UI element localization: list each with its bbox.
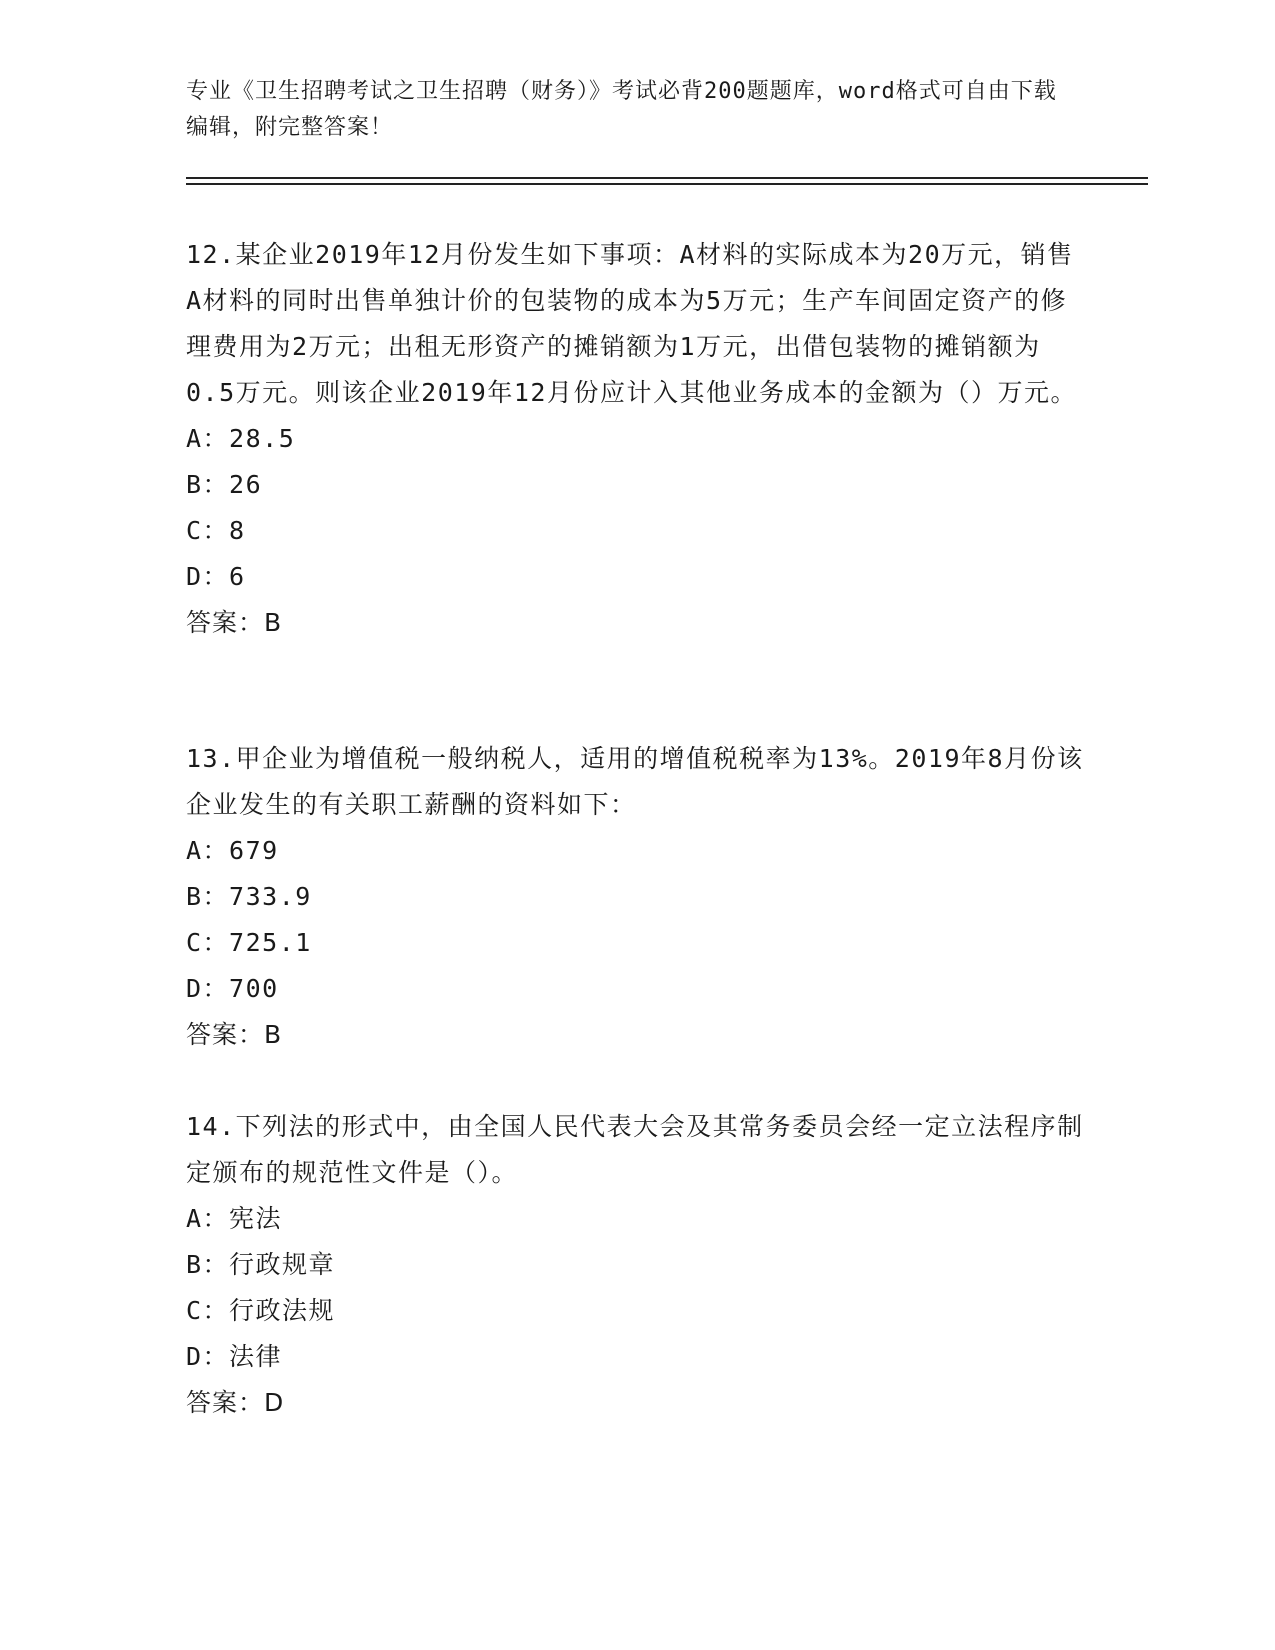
answer-line: 答案：B (186, 608, 283, 637)
option-c: C：8 (186, 516, 246, 545)
option-a: A：28.5 (186, 424, 296, 453)
answer-line: 答案：D (186, 1388, 285, 1417)
question-stem: 13.甲企业为增值税一般纳税人，适用的增值税税率为13%。2019年8月份该企业发生的有关职工薪酬的资料如下： (186, 744, 1084, 819)
question-13 (186, 736, 1086, 1058)
option-d: D：法律 (186, 1342, 283, 1371)
option-b: B：26 (186, 470, 263, 499)
document-header: 专业《卫生招聘考试之卫生招聘（财务）》考试必背200题题库，word格式可自由下载编辑，附完整答案！ (186, 79, 1057, 140)
header-divider-top (186, 177, 1148, 179)
option-b: B：733.9 (186, 882, 312, 911)
question-stem: 14.下列法的形式中，由全国人民代表大会及其常务委员会经一定立法程序制定颁布的规范性文件是（）。 (186, 1112, 1084, 1187)
option-a: A：679 (186, 836, 279, 865)
question-14 (186, 1104, 1086, 1426)
question-12 (186, 232, 1086, 646)
option-b: B：行政规章 (186, 1250, 336, 1279)
answer-line: 答案：B (186, 1020, 283, 1049)
question-stem: 12.某企业2019年12月份发生如下事项：A材料的实际成本为20万元，销售A材料的同时出售单独计价的包装物的成本为5万元；生产车间固定资产的修理费用为2万元；出租无形资产的摊销额为1万元，出借包装物的摊销额为0.5万元。则该企业2019年12月份应计入其他业务成本的金额为（）万元。 (186, 240, 1077, 407)
option-c: C：725.1 (186, 928, 312, 957)
option-c: C：行政法规 (186, 1296, 336, 1325)
header-divider-bottom (186, 183, 1148, 185)
option-d: D：6 (186, 562, 246, 591)
option-a: A：宪法 (186, 1204, 283, 1233)
option-d: D：700 (186, 974, 279, 1003)
